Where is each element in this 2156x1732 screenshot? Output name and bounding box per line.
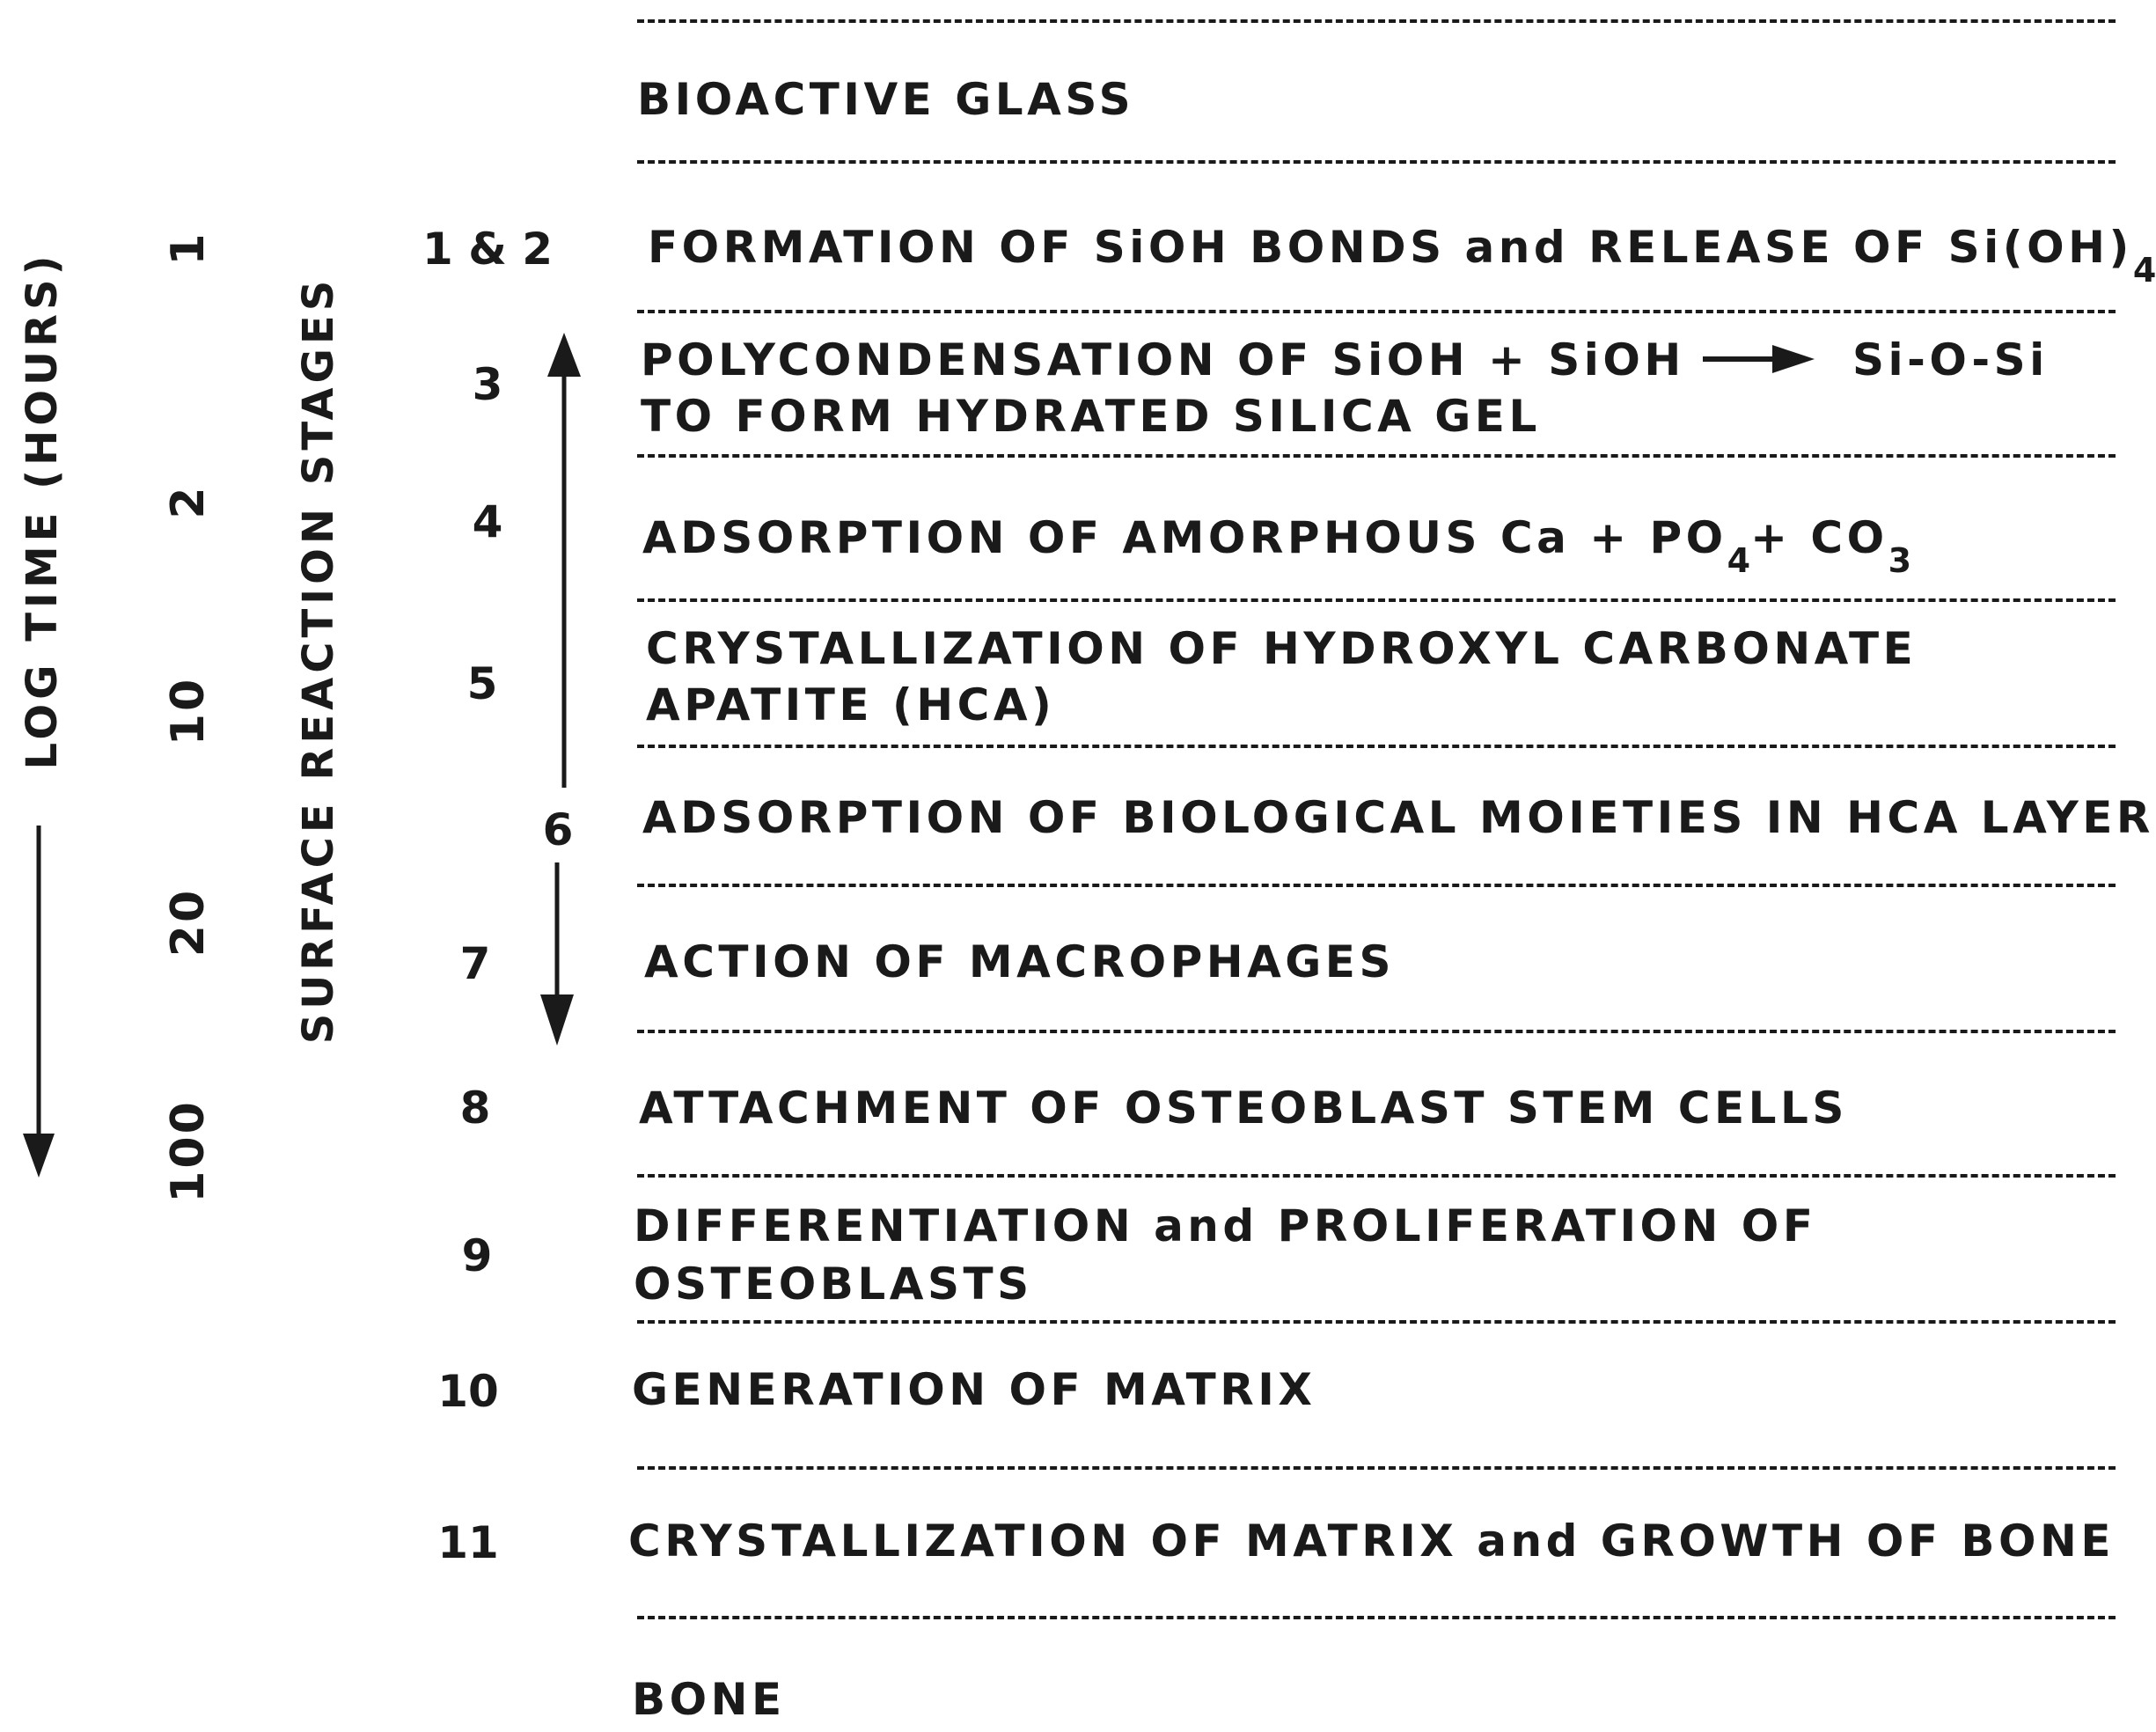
time-tick-1: 1: [162, 231, 215, 266]
stage-number: 5: [466, 658, 498, 709]
divider-line: [637, 1030, 2116, 1033]
stage-number: 1 & 2: [422, 224, 553, 275]
stage-subscript: 3: [1888, 541, 1912, 580]
divider-line: [637, 160, 2116, 164]
stage-number: 7: [459, 938, 491, 989]
divider-line: [637, 1320, 2116, 1324]
divider-line: [637, 1466, 2116, 1470]
time-tick-20: 20: [162, 887, 215, 958]
layer-bottom-label: BONE: [632, 1674, 786, 1725]
reaction-arrow: [1703, 345, 1815, 373]
stage-text: DIFFERENTIATION and PROLIFERATION OF: [634, 1200, 1817, 1251]
time-tick-10: 10: [162, 676, 215, 746]
stage-number: 8: [459, 1082, 491, 1134]
stage-number: 6: [542, 804, 574, 855]
divider-line: [637, 884, 2116, 887]
stage-number: 11: [437, 1517, 499, 1568]
stage-text: CRYSTALLIZATION OF HYDROXYL CARBONATE: [646, 623, 1918, 674]
stage-text: POLYCONDENSATION OF SiOH + SiOH: [641, 334, 1685, 385]
time-tick-2: 2: [162, 484, 215, 519]
stage-text-main: FORMATION OF SiOH BONDS and RELEASE OF Si(OH): [648, 222, 2133, 273]
divider-line: [637, 310, 2116, 313]
stage-text-line2: TO FORM HYDRATED SILICA GEL: [641, 391, 1541, 442]
stage-product: Si-O-Si: [1852, 334, 2049, 385]
stage-text-line2: OSTEOBLASTS: [634, 1259, 1033, 1310]
stage-text: ATTACHMENT OF OSTEOBLAST STEM CELLS: [639, 1082, 1848, 1134]
stage-number: 3: [472, 359, 503, 410]
divider-line: [637, 745, 2116, 748]
stage-number: 4: [472, 496, 503, 547]
stage-subscript: 4: [2132, 251, 2156, 290]
stage-text-line2: APATITE (HCA): [646, 679, 1056, 730]
stage-text: ADSORPTION OF BIOLOGICAL MOIETIES IN HCA LAYER: [642, 792, 2154, 843]
stage-text-main: ADSORPTION OF AMORPHOUS Ca + PO: [642, 512, 1727, 563]
stage-number: 10: [437, 1366, 499, 1417]
time-down-arrow: [23, 826, 55, 1178]
stage-subscript: 4: [1727, 541, 1751, 580]
stage-text-cont: + CO: [1750, 512, 1888, 563]
layer-top-label: BIOACTIVE GLASS: [637, 74, 1135, 125]
log-time-axis-label: LOG TIME (HOURS): [18, 251, 67, 770]
divider-line: [637, 454, 2116, 458]
stage-text: GENERATION OF MATRIX: [632, 1364, 1316, 1415]
surface-reaction-stages-label: SURFACE REACTION STAGES: [294, 275, 343, 1045]
divider-line: [637, 598, 2116, 602]
stage-text: [648, 222, 2156, 290]
stage-text: CRYSTALLIZATION OF MATRIX and GROWTH OF BONE: [628, 1516, 2116, 1567]
stage-text: ACTION OF MACROPHAGES: [644, 936, 1395, 987]
divider-line: [637, 1616, 2116, 1619]
divider-line: [637, 1174, 2116, 1178]
stage-number: 9: [461, 1230, 493, 1281]
time-tick-100: 100: [162, 1099, 215, 1203]
divider-line: [637, 19, 2116, 23]
stage-text: [642, 512, 1912, 580]
